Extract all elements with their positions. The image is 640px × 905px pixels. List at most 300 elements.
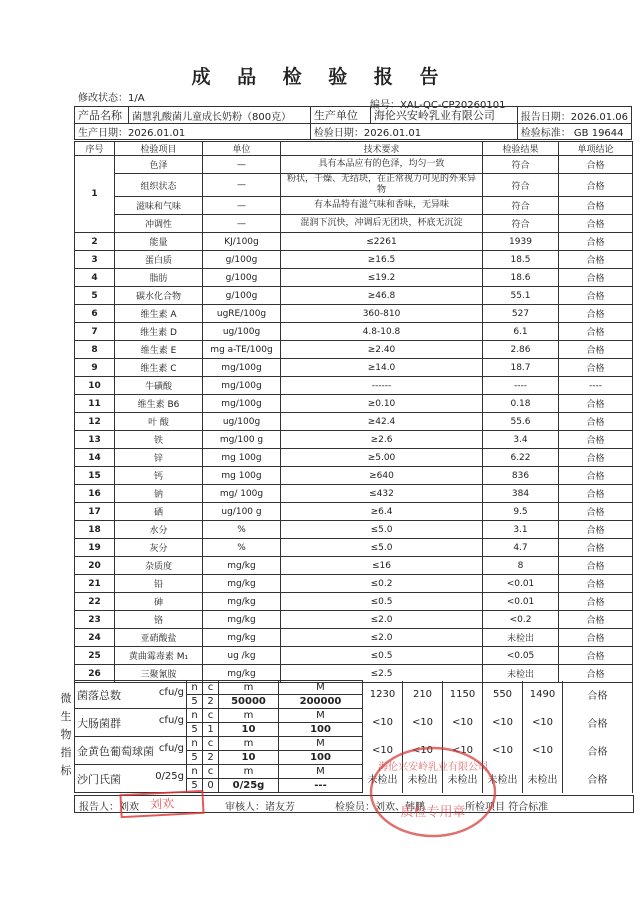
inspection-date [310,124,517,140]
micro-hdr-m: m [219,681,279,695]
table-row [75,431,633,449]
row-requirement: 4.8-10.8 [281,323,483,341]
row-result: 836 [483,467,559,485]
table-row [75,611,633,629]
table-row [75,539,633,557]
table-header-row [75,142,633,156]
row-requirement: ≥46.8 [281,287,483,305]
row-requirement: ≥14.0 [281,359,483,377]
micro-hdr-c: c [203,765,219,779]
row-conclusion: 合格 [559,305,633,323]
row-result: 3.4 [483,431,559,449]
micro-result: 未检出 [483,765,523,793]
row-item: 铁 [115,431,203,449]
row-result: 未检出 [483,629,559,647]
micro-result: 1150 [443,681,483,709]
micro-hdr-n: n [187,765,203,779]
row-conclusion: 合格 [559,449,633,467]
row-no: 2 [75,233,115,251]
micro-conclusion: 合格 [563,681,633,709]
micro-result: <10 [483,737,523,765]
row-result: <0.01 [483,593,559,611]
row-unit: mg/kg [203,575,281,593]
row-conclusion: 合格 [559,215,633,233]
row-unit: mg/100g [203,359,281,377]
row-item: 维生素 A [115,305,203,323]
table-row [75,575,633,593]
row-requirement: ≥0.10 [281,395,483,413]
row-conclusion: 合格 [559,251,633,269]
row-item: 维生素 E [115,341,203,359]
row-conclusion: 合格 [559,287,633,305]
row-no: 12 [75,413,115,431]
row-no: 7 [75,323,115,341]
micro-hdr-c: c [203,709,219,723]
row-item: 维生素 C [115,359,203,377]
row-result: 55.1 [483,287,559,305]
table-row [75,557,633,575]
micro-name-text: 菌落总数 [77,688,121,702]
row-requirement: ≥2.6 [281,431,483,449]
row-conclusion: 合格 [559,629,633,647]
row-item: 杂质度 [115,557,203,575]
row-unit: ug/100g [203,413,281,431]
micro-result: 1490 [523,681,563,709]
micro-hdr-M: M [279,709,363,723]
row-result: 0.18 [483,395,559,413]
table-row [75,305,633,323]
row-requirement: ≤0.5 [281,593,483,611]
row-conclusion: 合格 [559,665,633,683]
row-result: 8 [483,557,559,575]
row-unit: mg/100g [203,377,281,395]
table-row [75,251,633,269]
micro-name-text: 大肠菌群 [77,716,121,730]
row-result: 1939 [483,233,559,251]
row-requirement: ≤2261 [281,233,483,251]
micro-conclusion: 合格 [563,709,633,737]
row-result: <0.05 [483,647,559,665]
row-result: 2.86 [483,341,559,359]
row-no: 4 [75,269,115,287]
col-item: 检验项目 [115,142,203,156]
row-requirement: ≥42.4 [281,413,483,431]
table-row [75,197,633,215]
row-item: 色泽 [115,156,203,174]
row-requirement: ≥5.00 [281,449,483,467]
row-conclusion: 合格 [559,611,633,629]
row-result: 18.6 [483,269,559,287]
table-row [75,467,633,485]
row-unit: % [203,539,281,557]
row-unit: ug /kg [203,647,281,665]
producer-label: 生产单位 [310,107,370,124]
item-rows [75,233,633,683]
micro-name-text: 沙门氏菌 [77,772,121,786]
micro-c: 0 [203,779,219,793]
inspection-table [74,141,633,683]
micro-result: 1230 [363,681,403,709]
row-conclusion: 合格 [559,174,633,197]
row-result: 9.5 [483,503,559,521]
row-no: 3 [75,251,115,269]
row-requirement: ≤2.5 [281,665,483,683]
row-requirement: ≤16 [281,557,483,575]
table-row [75,341,633,359]
inspectors: 检验员：刘欢、韩鹏 [335,802,425,813]
row-conclusion: 合格 [559,197,633,215]
row-item: 亚硝酸盐 [115,629,203,647]
row-unit: ug/100 g [203,503,281,521]
row-unit: mg/kg [203,629,281,647]
micro-section-label: 微生物指标 [60,692,72,777]
row-no: 14 [75,449,115,467]
row-no: 20 [75,557,115,575]
row-unit: ug/100g [203,323,281,341]
micro-result: <10 [523,709,563,737]
row-item: 黄曲霉毒素 M₁ [115,647,203,665]
row-item: 硒 [115,503,203,521]
product-name-value: 菌慧乳酸菌儿童成长奶粉（800克） [129,107,311,124]
micro-row [75,681,633,695]
micro-result: <10 [483,709,523,737]
row-conclusion: 合格 [559,341,633,359]
micro-row [75,737,633,751]
micro-conclusion: 合格 [563,765,633,793]
row-requirement: ≥6.4 [281,503,483,521]
row-no: 6 [75,305,115,323]
row-unit: mg/kg [203,665,281,683]
row-conclusion: 合格 [559,557,633,575]
row-item: 铬 [115,611,203,629]
row-item: 钠 [115,485,203,503]
table-row [75,449,633,467]
row-item: 三聚氰胺 [115,665,203,683]
row-unit: mg/kg [203,593,281,611]
micro-c: 2 [203,695,219,709]
row-conclusion: 合格 [559,431,633,449]
micro-m: 0/25g [219,779,279,793]
row-no: 25 [75,647,115,665]
header-table [74,106,632,140]
row-result: 18.7 [483,359,559,377]
micro-result: 未检出 [523,765,563,793]
row-requirement: ≤5.0 [281,521,483,539]
row-conclusion: 合格 [559,269,633,287]
row-item: 叶 酸 [115,413,203,431]
table-row [75,647,633,665]
row-conclusion: ---- [559,377,633,395]
micro-conclusion: 合格 [563,737,633,765]
reviewer: 审核人：诸友芳 [225,802,295,813]
row-unit: g/100g [203,269,281,287]
row-unit: mg/100 g [203,431,281,449]
row-unit: mg/kg [203,611,281,629]
row-requirement: 粉状，干燥、无结块，在正常视力可见的外来异物 [281,174,483,197]
row-unit: mg/kg [203,557,281,575]
reporter: 报告人：刘欢 [79,802,139,813]
row-result: <0.01 [483,575,559,593]
micro-M: 100 [279,751,363,765]
row-unit: mg 100g [203,467,281,485]
overall-conclusion: 所检项目 符合标准 [465,802,549,813]
row-unit: — [203,215,281,233]
micro-hdr-m: m [219,765,279,779]
row-requirement: ≥2.40 [281,341,483,359]
row-item: 维生素 B6 [115,395,203,413]
report-date: 报告日期：2026.01.06 [517,107,631,124]
row-unit: g/100g [203,287,281,305]
micro-hdr-M: M [279,765,363,779]
row-result: 18.5 [483,251,559,269]
micro-result: <10 [443,709,483,737]
row-no: 17 [75,503,115,521]
table-row [75,395,633,413]
micro-n: 5 [187,695,203,709]
row-result: 6.1 [483,323,559,341]
table-row [75,503,633,521]
row-result: 符合 [483,174,559,197]
micro-hdr-m: m [219,709,279,723]
micro-hdr-n: n [187,709,203,723]
row-requirement: ≤5.0 [281,539,483,557]
micro-m: 10 [219,751,279,765]
row-requirement: ≤19.2 [281,269,483,287]
row-item: 铅 [115,575,203,593]
row-no: 10 [75,377,115,395]
table-row [75,287,633,305]
row-conclusion: 合格 [559,413,633,431]
micro-hdr-n: n [187,681,203,695]
micro-unit: cfu/g [158,714,184,726]
row-requirement: 360-810 [281,305,483,323]
table-row [75,413,633,431]
micro-result: <10 [403,709,443,737]
row-conclusion: 合格 [559,521,633,539]
micro-name-text: 金黄色葡萄球菌 [77,744,154,758]
product-name-label: 产品名称 [75,107,129,124]
micro-result: 550 [483,681,523,709]
micro-name [75,681,187,709]
row-requirement: ≥640 [281,467,483,485]
row-no: 21 [75,575,115,593]
row-item: 灰分 [115,539,203,557]
micro-n: 5 [187,723,203,737]
micro-M: --- [279,779,363,793]
micro-c: 1 [203,723,219,737]
production-date: 生产日期：2026.01.01 [75,124,311,140]
report-title: 成 品 检 验 报 告 [191,66,449,88]
micro-M: 100 [279,723,363,737]
row-requirement: ≤2.0 [281,611,483,629]
micro-c: 2 [203,751,219,765]
micro-hdr-M: M [279,737,363,751]
row-result: 527 [483,305,559,323]
row-unit: KJ/100g [203,233,281,251]
row-conclusion: 合格 [559,503,633,521]
row-item: 碳水化合物 [115,287,203,305]
quality-seal [368,744,498,840]
row-requirement: 有本品特有滋气味和香味，无异味 [281,197,483,215]
row-item: 能量 [115,233,203,251]
row-result: 符合 [483,197,559,215]
micro-row [75,709,633,723]
row-no: 19 [75,539,115,557]
row-conclusion: 合格 [559,323,633,341]
row-conclusion: 合格 [559,395,633,413]
row-unit: mg 100g [203,449,281,467]
row-no: 13 [75,431,115,449]
row-unit: — [203,197,281,215]
col-conclusion: 单项结论 [559,142,633,156]
row-result: 未检出 [483,665,559,683]
row-requirement: ≤2.0 [281,629,483,647]
col-requirement: 技术要求 [281,142,483,156]
micro-M: 200000 [279,695,363,709]
row-result: <0.2 [483,611,559,629]
row-no: 11 [75,395,115,413]
row-no: 8 [75,341,115,359]
micro-hdr-c: c [203,681,219,695]
col-no: 序号 [75,142,115,156]
table-row [75,323,633,341]
row-conclusion: 合格 [559,593,633,611]
micro-m: 10 [219,723,279,737]
row-item: 锌 [115,449,203,467]
row-no: 1 [75,156,115,233]
micro-hdr-n: n [187,737,203,751]
table-row [75,156,633,174]
row-item: 蛋白质 [115,251,203,269]
row-result: 3.1 [483,521,559,539]
micro-hdr-m: m [219,737,279,751]
table-row [75,233,633,251]
revision-status: 修改状态：1/A [78,93,145,104]
micro-unit: cfu/g [158,686,184,698]
micro-name [75,765,187,793]
reporter-signature-stamp: 刘欢 [119,790,204,818]
row-no: 16 [75,485,115,503]
micro-n: 5 [187,751,203,765]
row-unit: — [203,174,281,197]
row-conclusion: 合格 [559,647,633,665]
table-row [75,485,633,503]
row-no: 26 [75,665,115,683]
table-row [75,377,633,395]
row-conclusion: 合格 [559,485,633,503]
micro-name [75,709,187,737]
row-conclusion: 合格 [559,575,633,593]
row-requirement: ≥16.5 [281,251,483,269]
micro-unit: cfu/g [158,742,184,754]
row-conclusion: 合格 [559,539,633,557]
row-requirement: ≤0.2 [281,575,483,593]
row-no: 24 [75,629,115,647]
micro-hdr-c: c [203,737,219,751]
micro-name [75,737,187,765]
row-result: 符合 [483,156,559,174]
micro-unit: 0/25g [155,770,184,782]
inspection-date-label: 检验日期： [313,128,364,139]
row-no: 18 [75,521,115,539]
row-result: 384 [483,485,559,503]
micro-result: 未检出 [403,765,443,793]
col-unit: 单位 [203,142,281,156]
row-no: 9 [75,359,115,377]
micro-result: <10 [363,709,403,737]
report-serial: 编号：XAL-QC-CP20260101 [370,100,506,111]
seal-text: 海伦兴安岭乳业有限公司 [378,762,488,773]
micro-table [74,680,633,793]
row-no: 5 [75,287,115,305]
row-requirement: ≤0.5 [281,647,483,665]
table-row [75,269,633,287]
col-result: 检验结果 [483,142,559,156]
row-requirement: ------ [281,377,483,395]
micro-result: 未检出 [443,765,483,793]
row-item: 脂肪 [115,269,203,287]
table-row [75,359,633,377]
row-unit: g/100g [203,251,281,269]
table-row [75,174,633,197]
inspection-date-value: 2026.01.01 [363,128,422,139]
seal-sub: 质检专用章 [400,805,466,820]
row-item: 砷 [115,593,203,611]
row-conclusion: 合格 [559,467,633,485]
micro-result: <10 [523,737,563,765]
row-requirement: ≤432 [281,485,483,503]
row-unit: mg/ 100g [203,485,281,503]
inspection-standard: 检验标准： GB 19644 [517,124,631,140]
table-row [75,593,633,611]
row-requirement: 混润下沉快，冲调后无团块，杯底无沉淀 [281,215,483,233]
row-conclusion: 合格 [559,156,633,174]
sensory-rows [75,156,633,233]
row-item: 维生素 D [115,323,203,341]
table-row [75,629,633,647]
row-no: 23 [75,611,115,629]
row-requirement: 具有本品应有的色泽，均匀一致 [281,156,483,174]
row-item: 牛磺酸 [115,377,203,395]
row-item: 钙 [115,467,203,485]
micro-result: 未检出 [363,765,403,793]
row-item: 水分 [115,521,203,539]
row-item: 滋味和气味 [115,197,203,215]
row-result: 6.22 [483,449,559,467]
table-row [75,215,633,233]
row-no: 15 [75,467,115,485]
row-unit: — [203,156,281,174]
row-no: 22 [75,593,115,611]
micro-m: 50000 [219,695,279,709]
row-unit: mg a-TE/100g [203,341,281,359]
row-item: 组织状态 [115,174,203,197]
row-unit: % [203,521,281,539]
row-result: 4.7 [483,539,559,557]
micro-result: <10 [443,737,483,765]
table-row [75,521,633,539]
row-item: 冲调性 [115,215,203,233]
micro-row [75,765,633,779]
row-result: ---- [483,377,559,395]
row-unit: mg/100g [203,395,281,413]
row-result: 55.6 [483,413,559,431]
micro-result: <10 [403,737,443,765]
row-conclusion: 合格 [559,359,633,377]
micro-result: <10 [363,737,403,765]
producer-value: 海伦兴安岭乳业有限公司 [370,107,517,124]
micro-result: 210 [403,681,443,709]
